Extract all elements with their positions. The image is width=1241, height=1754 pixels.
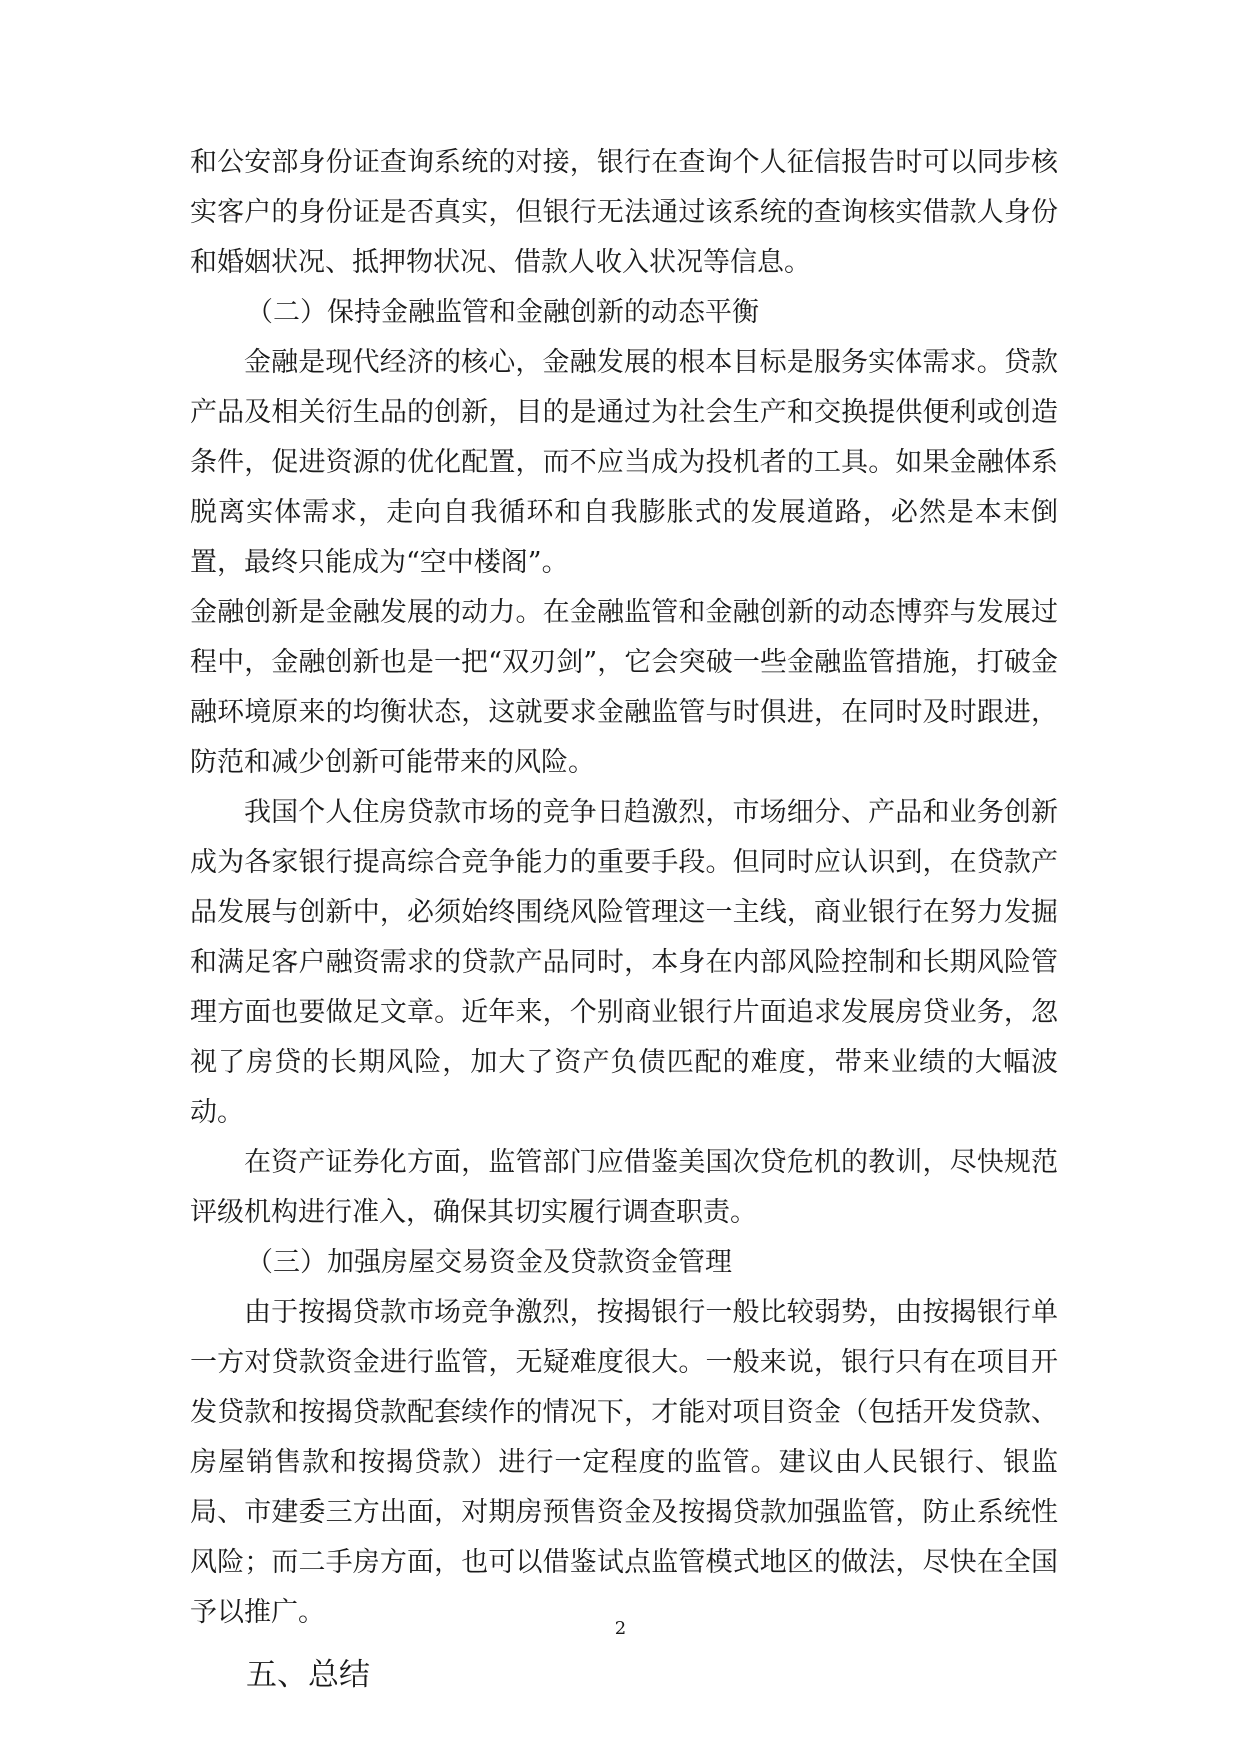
section-heading-summary: 五、总结: [246, 1657, 370, 1693]
paragraph-finance-core: 金融是现代经济的核心，金融发展的根本目标是服务实体需求。贷款产品及相关衍生品的创新，目的是通过为社会生产和交换提供便利或创造条件，促进资源的优化配置，而不应当成为投机者的工具。如果金融体系脱离实体需求，走向自我循环和自我膨胀式的发展道路，必然是本末倒置，最终只能成为“空中楼阁”。: [190, 347, 1058, 578]
paragraph-identity-verification: 和公安部身份证查询系统的对接，银行在查询个人征信报告时可以同步核实客户的身份证是否真实，但银行无法通过该系统的查询核实借款人身份和婚姻状况、抵押物状况、借款人收入状况等信息。: [190, 147, 1058, 278]
paragraph-housing-loan-competition: 我国个人住房贷款市场的竞争日趋激烈，市场细分、产品和业务创新成为各家银行提高综合竞争能力的重要手段。但同时应认识到，在贷款产品发展与创新中，必须始终围绕风险管理这一主线，商业银行在努力发掘和满足客户融资需求的贷款产品同时，本身在内部风险控制和长期风险管理方面也要做足文章。近年来，个别商业银行片面追求发展房贷业务，忽视了房贷的长期风险，加大了资产负债匹配的难度，带来业绩的大幅波动。: [190, 797, 1058, 1128]
paragraph-innovation-double-edged: 金融创新是金融发展的动力。在金融监管和金融创新的动态博弈与发展过程中，金融创新也是一把“双刃剑”，它会突破一些金融监管措施，打破金融环境原来的均衡状态，这就要求金融监管与时俱进，在同时及时跟进，防范和减少创新可能带来的风险。: [190, 597, 1058, 778]
subheading-regulation-innovation-balance: （二）保持金融监管和金融创新的动态平衡: [246, 297, 759, 328]
page-number: 2: [614, 1618, 627, 1639]
paragraph-mortgage-fund-supervision: 由于按揭贷款市场竞争激烈，按揭银行一般比较弱势，由按揭银行单一方对贷款资金进行监管，无疑难度很大。一般来说，银行只有在项目开发贷款和按揭贷款配套续作的情况下，才能对项目资金（包括开发贷款、房屋销售款和按揭贷款）进行一定程度的监管。建议由人民银行、银监局、市建委三方出面，对期房预售资金及按揭贷款加强监管，防止系统性风险；而二手房方面，也可以借鉴试点监管模式地区的做法，尽快在全国予以推广。: [190, 1297, 1058, 1628]
subheading-fund-management: （三）加强房屋交易资金及贷款资金管理: [246, 1247, 732, 1278]
document-page: [190, 138, 1058, 1700]
paragraph-securitization: 在资产证券化方面，监管部门应借鉴美国次贷危机的教训，尽快规范评级机构进行准入，确保其切实履行调查职责。: [190, 1147, 1058, 1228]
